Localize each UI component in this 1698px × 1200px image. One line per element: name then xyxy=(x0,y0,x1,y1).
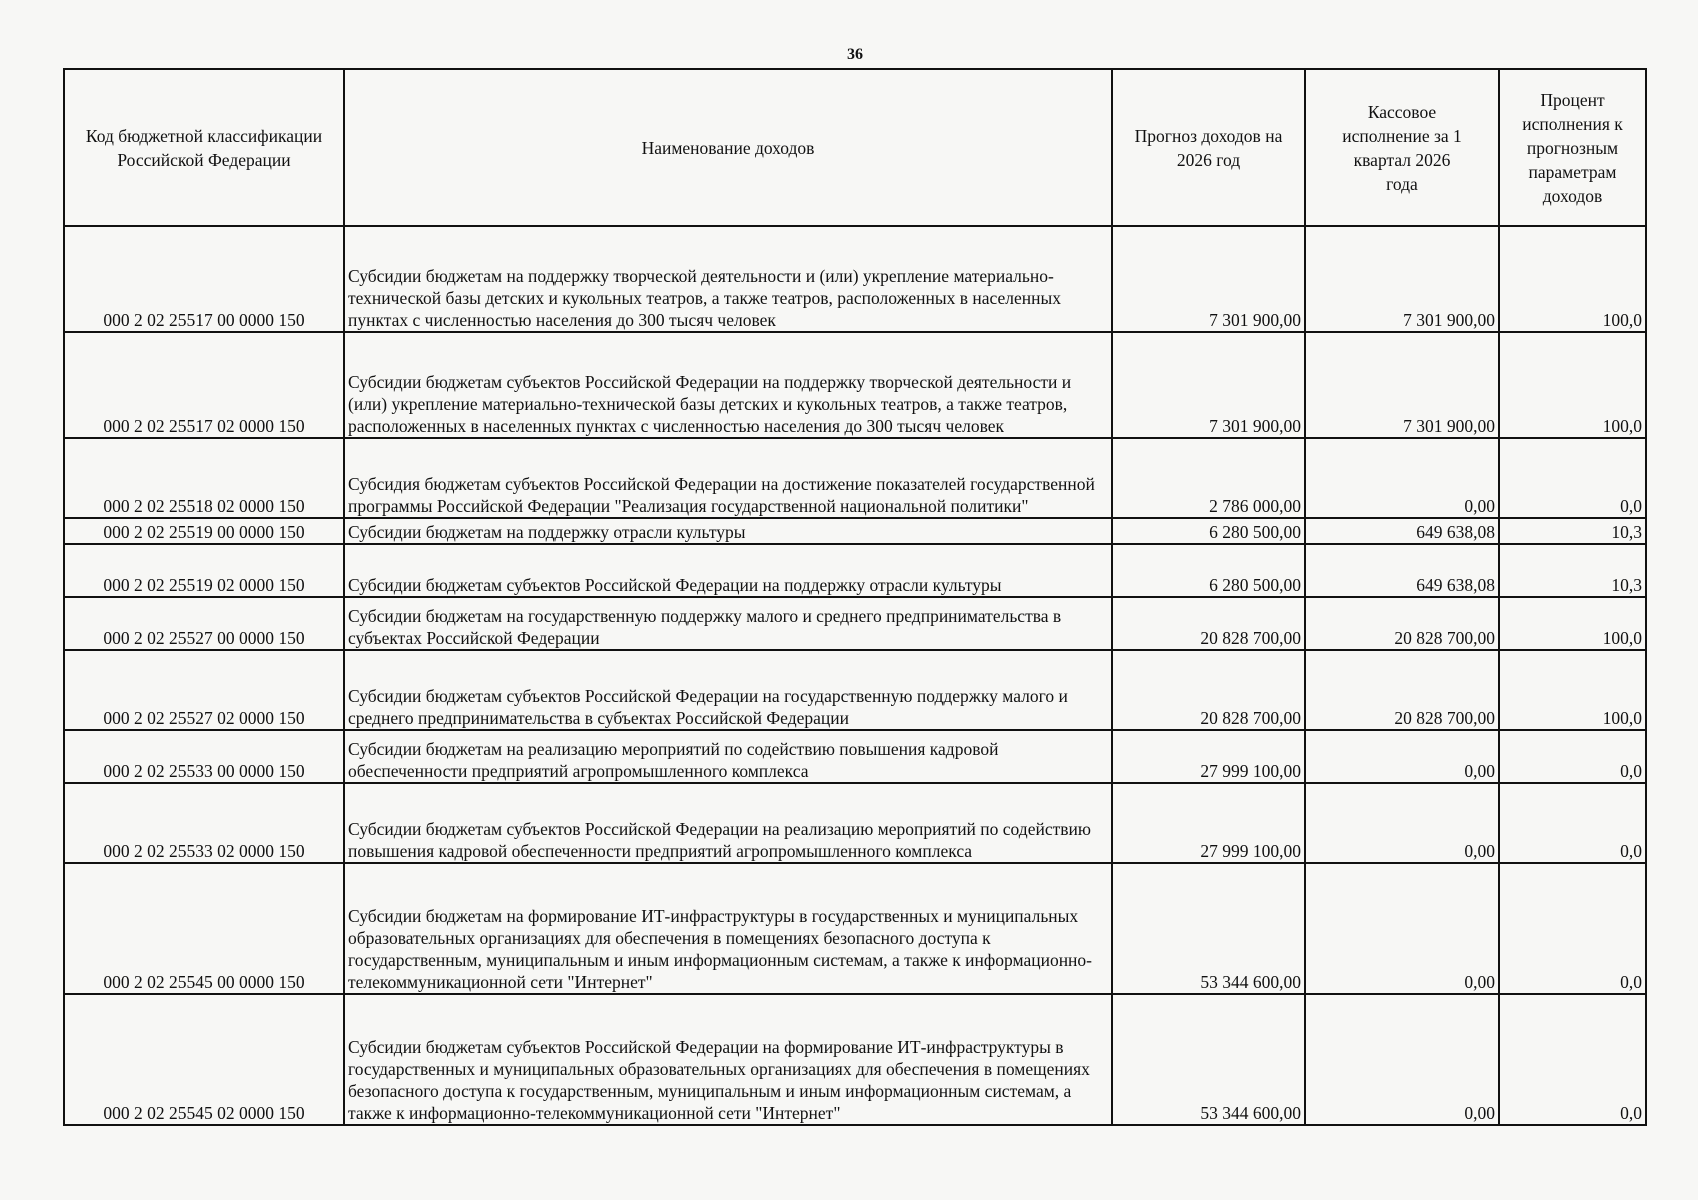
header-percent: Процент исполнения к прогнозным параметрам доходов xyxy=(1499,69,1646,226)
cell-name: Субсидии бюджетам субъектов Российской Федерации на формирование ИТ-инфраструктуры в государственных и муниципальных образовательных организациях для обеспечения в помещениях безопасного доступа к государственным, муниципальным и иным информационным системам, а также к информационно-телекоммуникационной сети "Интернет" xyxy=(344,994,1112,1125)
cell-execution: 649 638,08 xyxy=(1305,544,1499,597)
cell-percent: 10,3 xyxy=(1499,544,1646,597)
cell-code: 000 2 02 25517 02 0000 150 xyxy=(64,332,344,438)
table-row xyxy=(64,863,1646,994)
cell-percent: 0,0 xyxy=(1499,994,1646,1125)
cell-name: Субсидии бюджетам на поддержку творческой деятельности и (или) укрепление материально-технической базы детских и кукольных театров, а также театров, расположенных в населенных пунктах с численностью населения до 300 тысяч человек xyxy=(344,226,1112,332)
cell-percent: 100,0 xyxy=(1499,226,1646,332)
cell-name: Субсидии бюджетам субъектов Российской Федерации на реализацию мероприятий по содействию повышения кадровой обеспеченности предприятий агропромышленного комплекса xyxy=(344,783,1112,863)
cell-name: Субсидии бюджетам на реализацию мероприятий по содействию повышения кадровой обеспеченности предприятий агропромышленного комплекса xyxy=(344,730,1112,783)
cell-percent: 0,0 xyxy=(1499,783,1646,863)
cell-percent: 100,0 xyxy=(1499,597,1646,650)
cell-execution: 0,00 xyxy=(1305,730,1499,783)
cell-code: 000 2 02 25517 00 0000 150 xyxy=(64,226,344,332)
table-body xyxy=(64,226,1646,1125)
table-row xyxy=(64,332,1646,438)
cell-forecast: 6 280 500,00 xyxy=(1112,544,1305,597)
cell-name: Субсидии бюджетам на формирование ИТ-инфраструктуры в государственных и муниципальных образовательных организациях для обеспечения в помещениях безопасного доступа к государственным, муниципальным и иным информационным системам, а также к информационно-телекоммуникационной сети "Интернет" xyxy=(344,863,1112,994)
cell-forecast: 27 999 100,00 xyxy=(1112,783,1305,863)
cell-name: Субсидии бюджетам субъектов Российской Федерации на государственную поддержку малого и среднего предпринимательства в субъектах Российской Федерации xyxy=(344,650,1112,730)
header-execution: Кассовое исполнение за 1 квартал 2026 года xyxy=(1305,69,1499,226)
table-row xyxy=(64,544,1646,597)
cell-name: Субсидия бюджетам субъектов Российской Федерации на достижение показателей государственной программы Российской Федерации "Реализация государственной национальной политики" xyxy=(344,438,1112,518)
cell-execution: 7 301 900,00 xyxy=(1305,226,1499,332)
cell-code: 000 2 02 25545 00 0000 150 xyxy=(64,863,344,994)
cell-name: Субсидии бюджетам на поддержку отрасли культуры xyxy=(344,518,1112,544)
cell-code: 000 2 02 25519 00 0000 150 xyxy=(64,518,344,544)
header-name: Наименование доходов xyxy=(344,69,1112,226)
table-header-row xyxy=(64,69,1646,226)
cell-forecast: 53 344 600,00 xyxy=(1112,994,1305,1125)
cell-forecast: 7 301 900,00 xyxy=(1112,226,1305,332)
cell-execution: 0,00 xyxy=(1305,438,1499,518)
cell-execution: 0,00 xyxy=(1305,863,1499,994)
table-row xyxy=(64,226,1646,332)
table-row xyxy=(64,597,1646,650)
cell-execution: 7 301 900,00 xyxy=(1305,332,1499,438)
cell-percent: 0,0 xyxy=(1499,438,1646,518)
cell-forecast: 20 828 700,00 xyxy=(1112,597,1305,650)
cell-forecast: 53 344 600,00 xyxy=(1112,863,1305,994)
page-number: 36 xyxy=(847,46,863,63)
cell-percent: 100,0 xyxy=(1499,650,1646,730)
cell-code: 000 2 02 25518 02 0000 150 xyxy=(64,438,344,518)
table-row xyxy=(64,994,1646,1125)
cell-forecast: 2 786 000,00 xyxy=(1112,438,1305,518)
cell-execution: 0,00 xyxy=(1305,783,1499,863)
cell-forecast: 7 301 900,00 xyxy=(1112,332,1305,438)
table-row xyxy=(64,518,1646,544)
cell-code: 000 2 02 25527 00 0000 150 xyxy=(64,597,344,650)
header-code: Код бюджетной классификации Российской Федерации xyxy=(64,69,344,226)
header-forecast: Прогноз доходов на 2026 год xyxy=(1112,69,1305,226)
table-row xyxy=(64,438,1646,518)
cell-execution: 20 828 700,00 xyxy=(1305,597,1499,650)
cell-code: 000 2 02 25533 00 0000 150 xyxy=(64,730,344,783)
table-row xyxy=(64,730,1646,783)
revenue-table xyxy=(63,68,1647,1126)
cell-forecast: 6 280 500,00 xyxy=(1112,518,1305,544)
cell-code: 000 2 02 25527 02 0000 150 xyxy=(64,650,344,730)
cell-code: 000 2 02 25533 02 0000 150 xyxy=(64,783,344,863)
cell-forecast: 27 999 100,00 xyxy=(1112,730,1305,783)
cell-percent: 0,0 xyxy=(1499,730,1646,783)
cell-forecast: 20 828 700,00 xyxy=(1112,650,1305,730)
cell-name: Субсидии бюджетам на государственную поддержку малого и среднего предпринимательства в субъектах Российской Федерации xyxy=(344,597,1112,650)
cell-execution: 20 828 700,00 xyxy=(1305,650,1499,730)
cell-execution: 0,00 xyxy=(1305,994,1499,1125)
table-row xyxy=(64,783,1646,863)
cell-execution: 649 638,08 xyxy=(1305,518,1499,544)
cell-percent: 100,0 xyxy=(1499,332,1646,438)
cell-name: Субсидии бюджетам субъектов Российской Федерации на поддержку отрасли культуры xyxy=(344,544,1112,597)
cell-percent: 0,0 xyxy=(1499,863,1646,994)
cell-code: 000 2 02 25519 02 0000 150 xyxy=(64,544,344,597)
cell-name: Субсидии бюджетам субъектов Российской Федерации на поддержку творческой деятельности и (или) укрепление материально-технической базы детских и кукольных театров, а также театров, расположенных в населенных пунктах с численностью населения до 300 тысяч человек xyxy=(344,332,1112,438)
cell-percent: 10,3 xyxy=(1499,518,1646,544)
cell-code: 000 2 02 25545 02 0000 150 xyxy=(64,994,344,1125)
table-row xyxy=(64,650,1646,730)
